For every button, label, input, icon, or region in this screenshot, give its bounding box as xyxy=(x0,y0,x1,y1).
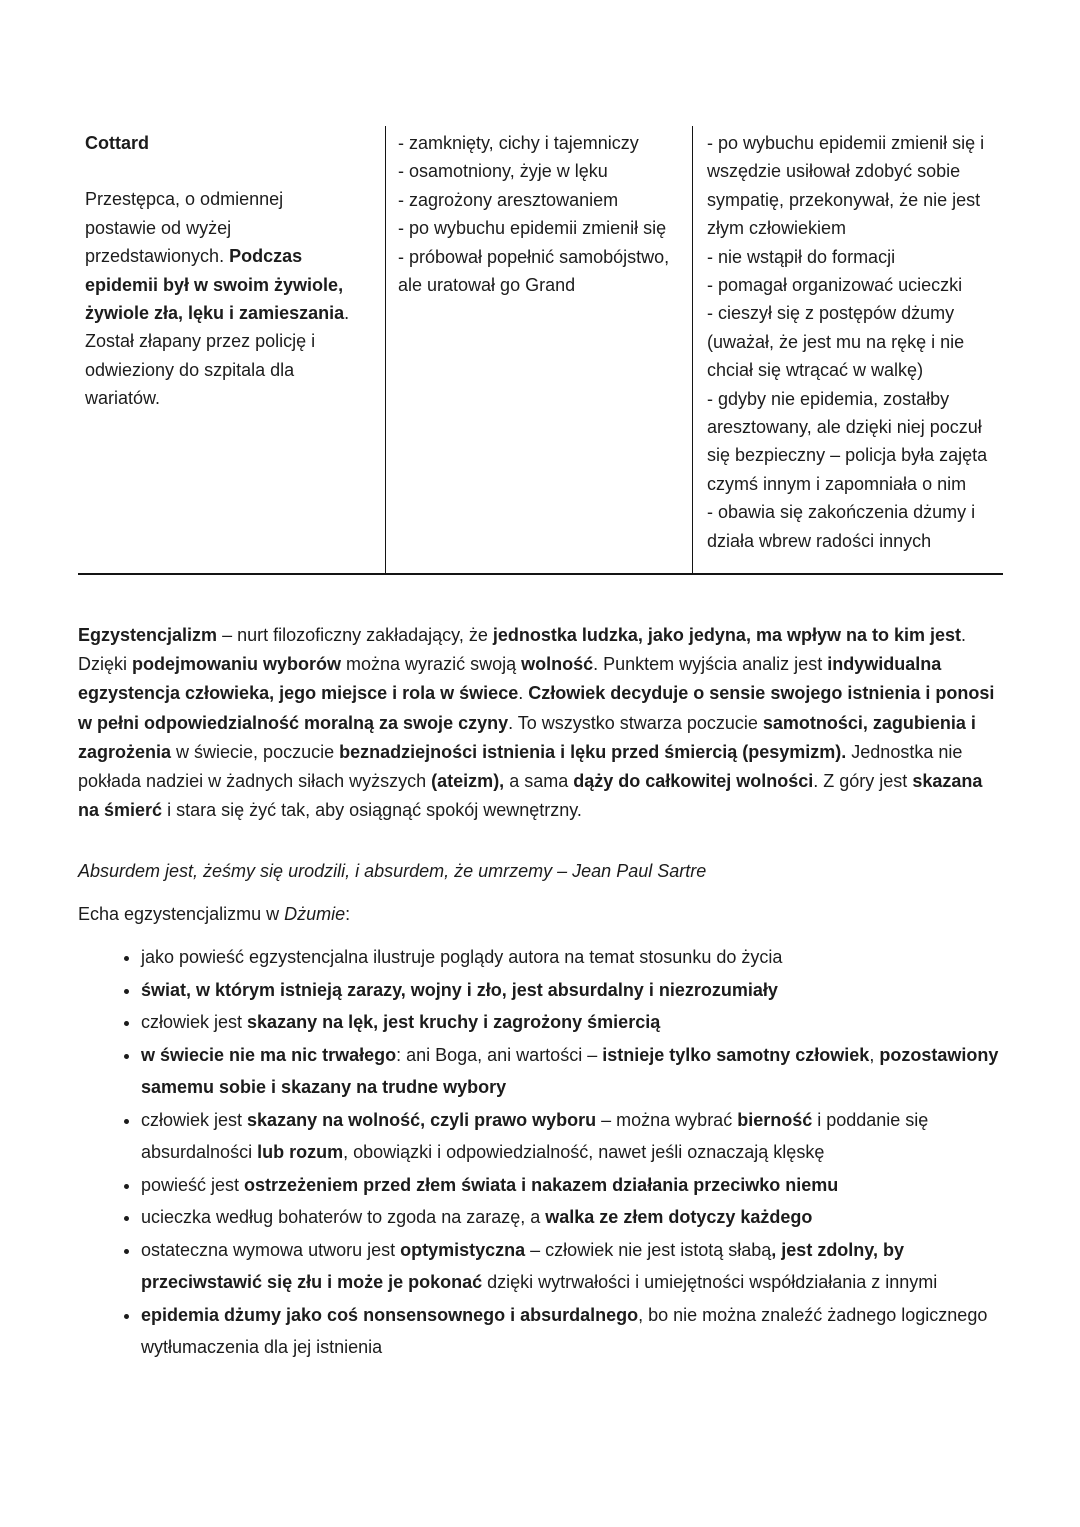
character-name-column xyxy=(78,126,385,573)
echo-item: • jako powieść egzystencjalna ilustruje poglądy autora na temat stosunku do życia xyxy=(141,941,1003,974)
echo-item: • człowiek jest skazany na lęk, jest kruchy i zagrożony śmiercią xyxy=(141,1006,1003,1039)
character-description: Przestępca, o odmiennej postawie od wyżej przedstawionych. Podczas epidemii był w swoim żywiole, żywiole zła, lęku i zamieszania. Został złapany przez policję i odwieziony do szpitala dla wariatów. xyxy=(85,189,350,409)
sartre-quote: Absurdem jest, żeśmy się urodzili, i absurdem, że umrzemy – Jean Paul Sartre xyxy=(78,861,707,881)
trait-item: - zagrożony aresztowaniem xyxy=(398,189,619,210)
echo-item: • ucieczka według bohaterów to zgoda na zarazę, a walka ze złem dotyczy każdego xyxy=(141,1201,1003,1234)
echoes-list xyxy=(78,941,1003,1364)
behavior-item: - pomagał organizować ucieczki xyxy=(707,275,963,296)
trait-item: - osamotniony, żyje w lęku xyxy=(398,161,608,182)
behavior-item: - obawia się zakończenia dżumy i działa wbrew radości innych xyxy=(707,502,976,551)
character-table xyxy=(78,126,1003,575)
trait-item: - po wybuchu epidemii zmienił się xyxy=(398,218,667,239)
existentialism-definition: Egzystencjalizm – nurt filozoficzny zakładający, że jednostka ludzka, jako jedyna, ma wpływ na to kim jest. Dzięki podejmowaniu wyborów można wyrazić swoją wolność. Punktem wyjścia analiz jest indywidualna egzystencja człowieka, jego miejsce i rola w świece. Człowiek decyduje o sensie swojego istnienia i ponosi w pełni odpowiedzialność moralną za swoje czyny. To wszystko stwarza poczucie samotności, zagubienia i zagrożenia w świecie, poczucie beznadziejności istnienia i lęku przed śmiercią (pesymizm). Jednostka nie pokłada nadziei w żadnych siłach wyższych (ateizm), a sama dąży do całkowitej wolności. Z góry jest skazana na śmierć i stara się żyć tak, aby osiągnąć spokój wewnętrzny. xyxy=(78,625,995,821)
behavior-item: - po wybuchu epidemii zmienił się i wszędzie usiłował zdobyć sobie sympatię, przekonywał, że nie jest złym człowiekiem xyxy=(707,133,985,239)
trait-item: - próbował popełnić samobójstwo, ale uratował go Grand xyxy=(398,246,670,296)
behavior-item: - gdyby nie epidemia, zostałby aresztowany, ale dzięki niej poczuł się bezpieczny – policja była zajęta czymś innym i zapomniała o nim xyxy=(707,388,988,494)
echo-item: • ostateczna wymowa utworu jest optymistyczna – człowiek nie jest istotą słabą, jest zdolny, by przeciwstawić się złu i może je pokonać dzięki wytrwałości i umiejętności współdziałania z innymi xyxy=(141,1234,1003,1299)
echo-item: • człowiek jest skazany na wolność, czyli prawo wyboru – można wybrać bierność i poddanie się absurdalności lub rozum, obowiązki i odpowiedzialność, nawet jeśli oznaczają klęskę xyxy=(141,1104,1003,1169)
echo-item: • świat, w którym istnieją zarazy, wojny i zło, jest absurdalny i niezrozumiały xyxy=(141,974,1003,1007)
echo-item: • w świecie nie ma nic trwałego: ani Boga, ani wartości – istnieje tylko samotny człowiek, pozostawiony samemu sobie i skazany na trudne wybory xyxy=(141,1039,1003,1104)
character-traits-column xyxy=(385,126,692,573)
behavior-item: - cieszył się z postępów dżumy (uważał, że jest mu na rękę i nie chciał się wtrącać w walkę) xyxy=(707,303,965,381)
behavior-item: - nie wstąpił do formacji xyxy=(707,246,896,267)
echo-item: • epidemia dżumy jako coś nonsensownego i absurdalnego, bo nie można znaleźć żadnego logicznego wytłumaczenia dla jej istnienia xyxy=(141,1299,1003,1364)
echo-item: • powieść jest ostrzeżeniem przed złem świata i nakazem działania przeciwko niemu xyxy=(141,1169,1003,1202)
character-name: Cottard xyxy=(85,133,149,153)
echoes-heading: Echa egzystencjalizmu w Dżumie: xyxy=(78,904,351,924)
trait-item: - zamknięty, cichy i tajemniczy xyxy=(398,133,639,153)
character-behaviors-column xyxy=(692,126,1003,573)
